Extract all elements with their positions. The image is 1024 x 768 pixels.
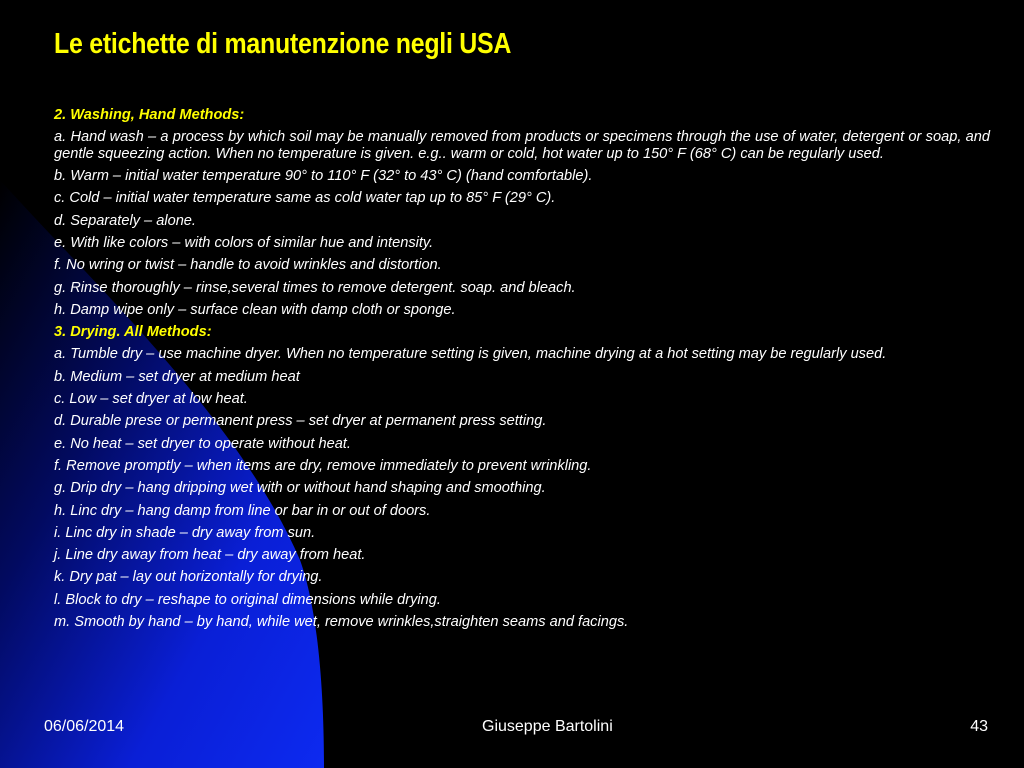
footer-author: Giuseppe Bartolini	[482, 718, 613, 735]
list-item: e. With like colors – with colors of similar hue and intensity.	[54, 234, 434, 251]
list-item: h. Damp wipe only – surface clean with damp cloth or sponge.	[54, 301, 456, 318]
list-item: e. No heat – set dryer to operate without heat.	[54, 435, 351, 452]
list-item: g. Drip dry – hang dripping wet with or without hand shaping and smoothing.	[54, 480, 546, 497]
footer-date: 06/06/2014	[44, 718, 125, 735]
list-item: h. Linc dry – hang damp from line or bar in or out of doors.	[54, 502, 431, 519]
section-heading: 3. Drying. All Methods:	[54, 324, 212, 341]
list-item: b. Warm – initial water temperature 90° to 110° F (32° to 43° C) (hand comfortable).	[54, 168, 593, 185]
list-item: b. Medium – set dryer at medium heat	[54, 368, 300, 385]
list-item: a. Tumble dry – use machine dryer. When no temperature setting is given, machine drying at a hot setting may be regularly used.	[54, 346, 887, 363]
list-item: d. Durable prese or permanent press – set dryer at permanent press setting.	[54, 413, 547, 430]
slide-body	[54, 107, 990, 636]
list-item: l. Block to dry – reshape to original dimensions while drying.	[54, 591, 441, 608]
list-item: i. Linc dry in shade – dry away from sun.	[54, 524, 316, 541]
list-item: f. Remove promptly – when items are dry, remove immediately to prevent wrinkling.	[54, 457, 592, 474]
list-item: m. Smooth by hand – by hand, while wet, remove wrinkles,straighten seams and facings.	[54, 614, 629, 631]
list-item: g. Rinse thoroughly – rinse,several times to remove detergent. soap. and bleach.	[54, 279, 576, 296]
list-item: f. No wring or twist – handle to avoid wrinkles and distortion.	[54, 257, 442, 274]
list-item: c. Cold – initial water temperature same as cold water tap up to 85° F (29° C).	[54, 190, 556, 207]
list-item: j. Line dry away from heat – dry away from heat.	[54, 547, 366, 564]
list-item: k. Dry pat – lay out horizontally for drying.	[54, 569, 323, 586]
slide-title: Le etichette di manutenzione negli USA	[54, 28, 512, 60]
list-item: d. Separately – alone.	[54, 212, 196, 229]
section-heading: 2. Washing, Hand Methods:	[54, 107, 245, 123]
list-item: c. Low – set dryer at low heat.	[54, 391, 248, 408]
list-item: a. Hand wash – a process by which soil may be manually removed from products or specimens through the use of water, detergent or soap, and gentle squeezing action. When no temperature is given. e.g.. warm or cold, hot water up to 150° F (68° C) can be regularly used.	[54, 129, 990, 162]
footer-page-number: 43	[970, 718, 988, 735]
